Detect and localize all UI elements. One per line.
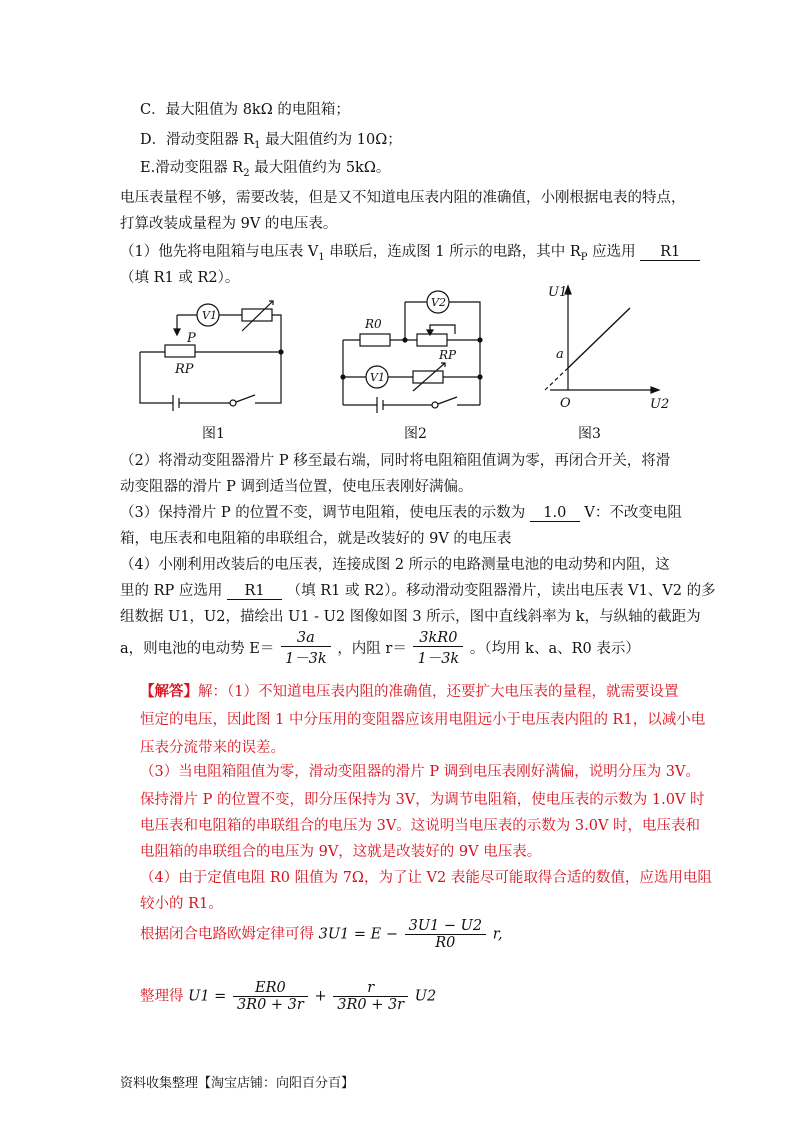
fig2-r0-label: R0 [365, 317, 382, 331]
data-line [568, 308, 630, 368]
formula-1: 根据闭合电路欧姆定律可得 3U1 = E − $\frac{3U1 - U2}{R0}$ r, [140, 918, 503, 951]
answer-line-2: 恒定的电压，因此图 1 中分压用的变阻器应该用电阻远小于电压表内阻的 R1，以减小电 [140, 712, 706, 728]
question-2-line-2: 动变阻器的滑片 P 调到适当位置，使电压表刚好满偏。 [120, 479, 473, 495]
option-d: D．滑动变阻器 $R_1$ 最大阻值约为 10Ω； [140, 132, 402, 151]
answer-line-6: 电压表和电阻箱的串联组合的电压为 3V。这说明当电压表的示数为 3.0V 时，电压表和 [140, 818, 701, 834]
answer-blank-3: 1.0 [530, 505, 580, 522]
question-1-line-1: （1）他先将电阻箱与电压表 $V_1$ 串联后，连成图 1 所示的电路，其中 $R_P$ 应选用 R1 [120, 240, 700, 263]
extrapolation-dashed [545, 368, 568, 390]
fig3-y-label: U1 [548, 285, 568, 300]
answer-line-5: 保持滑片 P 的位置不变，即分压保持为 3V，为调节电阻箱，使电压表的示数为 1.0V 时 [140, 792, 705, 808]
formula-2-fraction-1: $\frac{ER0}{3R0 + 3r}$ [233, 980, 308, 1013]
answer-blank-4: R1 [227, 583, 282, 600]
resistance-fraction: $\frac{3kR0}{1-3k}$ [413, 630, 463, 668]
fig1-rp-label: RP [175, 362, 194, 377]
figure-2-caption: 图2 [404, 426, 427, 442]
question-3-line-1: （3）保持滑片 P 的位置不变，调节电阻箱，使电压表的示数为 1.0 V：不改变电阻 [120, 505, 682, 521]
option-e: E.滑动变阻器 $R_2$ 最大阻值约为 5kΩ。 [140, 160, 391, 179]
answer-line-1: 【解答】解：（1）不知道电压表内阻的准确值，还要扩大电压表的量程，就需要设置 [140, 683, 679, 700]
formula-2-fraction-2: $\frac{r}{3R0 + 3r}$ [333, 980, 408, 1013]
figure-3-caption: 图3 [578, 426, 601, 442]
rheostat-rp [417, 334, 447, 346]
rheostat-rp [165, 345, 195, 357]
fig2-rp-label: RP [439, 348, 457, 362]
question-1-line-2: （填 R1 或 R2）。 [120, 270, 240, 286]
option-c: C．最大阻值为 8kΩ 的电阻箱； [140, 102, 350, 118]
question-4-line-3: 组数据 U1，U2，描绘出 U1 - U2 图像如图 3 所示，图中直线斜率为 k，与纵轴的截距为 [120, 609, 701, 625]
question-3-line-2: 箱，电压表和电阻箱的串联组合，就是改装好的 9V 的电压表 [120, 531, 512, 547]
answer-line-3: 压表分流带来的误差。 [140, 740, 285, 756]
figure-1-circuit [135, 295, 295, 415]
answer-line-9: 较小的 R1。 [140, 896, 223, 912]
fig1-p-label: P [187, 331, 196, 346]
para-line-1: 电压表量程不够，需要改装，但是又不知道电压表内阻的准确值，小刚根据电表的特点， [120, 190, 686, 206]
formula-2: 整理得 U1 = $\frac{ER0}{3R0 + 3r}$ + $\frac{r}{3R0 + 3r}$ U2 [140, 980, 437, 1013]
resistor-box [242, 309, 272, 321]
fig3-x-label: U2 [650, 397, 670, 412]
answer-blank-1: R1 [640, 244, 700, 261]
resistor-r0 [360, 334, 390, 346]
figure-3-graph [530, 280, 670, 415]
footer-source: 资料收集整理【淘宝店铺：向阳百分百】 [120, 1076, 355, 1091]
fig1-v1-label: V1 [202, 309, 217, 322]
question-4-line-1: （4）小刚利用改装后的电压表，连接成图 2 所示的电路测量电池的电动势和内阻，这 [120, 557, 670, 573]
fig2-v1-label: V1 [370, 371, 385, 384]
emf-fraction: $\frac{3a}{1-3k}$ [281, 630, 331, 668]
figure-1-caption: 图1 [202, 426, 225, 442]
formula-1-fraction: $\frac{3U1 - U2}{R0}$ [405, 918, 486, 951]
question-2-line-1: （2）将滑动变阻器滑片 P 移至最右端，同时将电阻箱阻值调为零，再闭合开关，将滑 [120, 453, 671, 469]
fig3-a-label: a [556, 347, 564, 362]
fig3-origin-label: O [560, 396, 571, 411]
resistance-box [413, 371, 443, 383]
answer-line-7: 电阻箱的串联组合的电压为 9V，这就是改装好的 9V 电压表。 [140, 844, 542, 860]
answer-line-8: （4）由于定值电阻 R0 阻值为 7Ω，为了让 V2 表能尽可能取得合适的数值，应选用电阻 [140, 870, 712, 886]
question-4-line-2: 里的 RP 应选用 R1 （填 R1 或 R2）。移动滑动变阻器滑片，读出电压表 V1、V2 的多 [120, 583, 716, 599]
answer-line-4: （3）当电阻箱阻值为零，滑动变阻器的滑片 P 调到电压表刚好满偏，说明分压为 3V。 [140, 764, 701, 780]
figure-2-circuit [335, 285, 495, 415]
para-line-2: 打算改装成量程为 9V 的电压表。 [120, 216, 338, 232]
fig2-v2-label: V2 [431, 296, 446, 309]
question-4-line-4: a，则电池的电动势 E＝ $\frac{3a}{1-3k}$ ，内阻 r＝ $\frac{3kR0}{1-3k}$ 。（均用 k、a、R0 表示） [120, 630, 640, 667]
